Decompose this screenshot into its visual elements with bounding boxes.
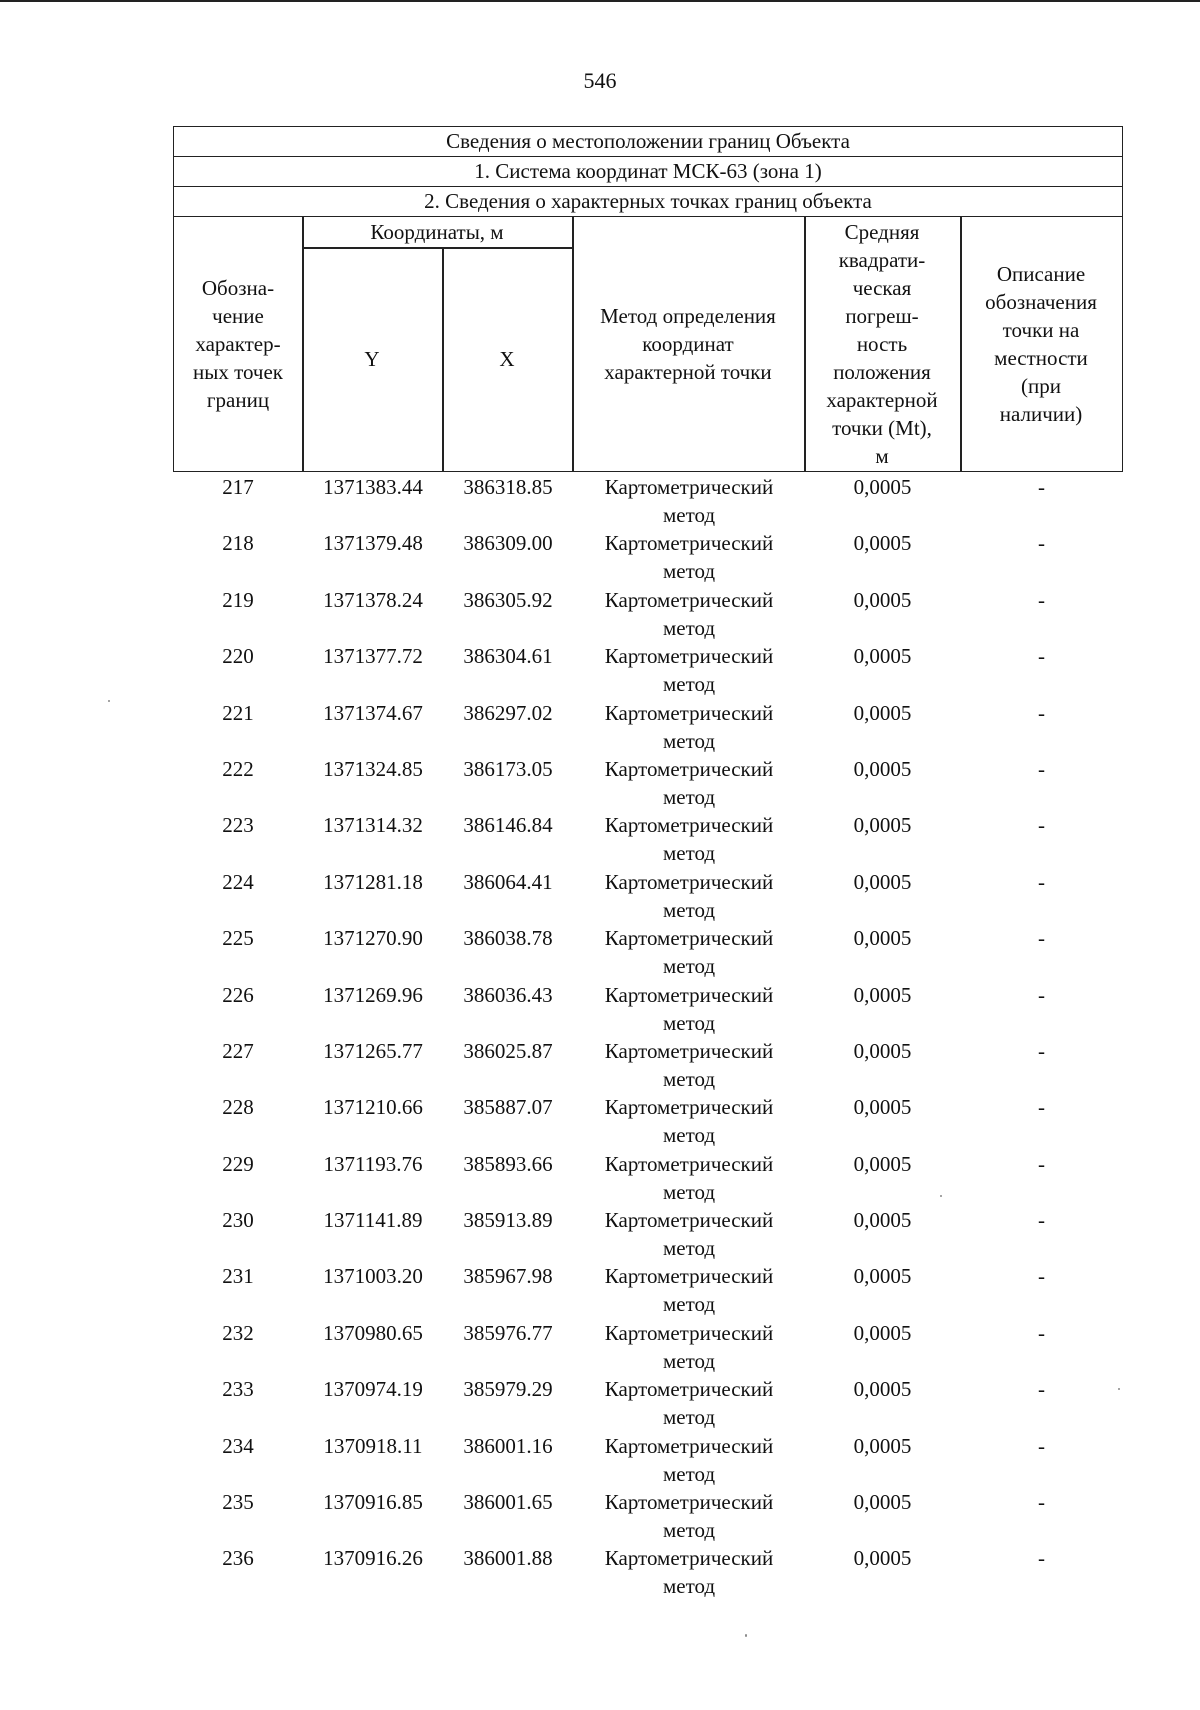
coordinate-x-cell: 386318.85 bbox=[463, 475, 553, 499]
error-mt-cell: 0,0005 bbox=[853, 1320, 912, 1345]
coordinate-y-cell: 1371003.20 bbox=[323, 1264, 423, 1289]
error-mt-cell: 0,0005 bbox=[853, 1208, 912, 1233]
coordinate-y-cell: 1371281.18 bbox=[323, 869, 423, 894]
method-cell bbox=[573, 586, 805, 642]
coordinate-x-cell: 386064.41 bbox=[463, 869, 553, 894]
point-id-cell: 227 bbox=[222, 1038, 254, 1063]
method-line-1: Картометрический bbox=[604, 756, 774, 781]
point-id-cell: 234 bbox=[222, 1433, 254, 1458]
method-line-2: метод bbox=[662, 1292, 716, 1317]
method-line-1: Картометрический bbox=[604, 1208, 774, 1233]
point-id-cell: 223 bbox=[222, 813, 254, 838]
method-cell bbox=[573, 924, 805, 980]
error-mt-cell: 0,0005 bbox=[853, 1433, 912, 1458]
method-cell bbox=[573, 1037, 805, 1093]
method-line-1: Картометрический bbox=[604, 644, 774, 669]
table-row bbox=[173, 755, 1123, 811]
error-mt-cell: 0,0005 bbox=[853, 926, 912, 951]
method-cell bbox=[573, 1093, 805, 1149]
col-header-designation: Обозна- чение характер- ных точек границ bbox=[192, 276, 284, 412]
method-line-1: Картометрический bbox=[604, 531, 774, 556]
method-cell bbox=[573, 1432, 805, 1488]
table-row bbox=[173, 1544, 1123, 1600]
table-row bbox=[173, 1319, 1123, 1375]
method-cell bbox=[573, 1544, 805, 1600]
coordinate-x-cell: 385913.89 bbox=[463, 1208, 553, 1233]
points-table bbox=[173, 473, 1123, 1601]
table-row bbox=[173, 1488, 1123, 1544]
scan-speck bbox=[1118, 1388, 1120, 1390]
scan-speck bbox=[940, 1195, 942, 1197]
description-cell: - bbox=[1038, 1546, 1045, 1571]
table-row bbox=[173, 586, 1123, 642]
description-cell: - bbox=[1038, 813, 1045, 838]
coordinate-y-cell: 1371269.96 bbox=[323, 982, 423, 1007]
method-cell bbox=[573, 1375, 805, 1431]
table-row bbox=[173, 1037, 1123, 1093]
coordinate-y-cell: 1370918.11 bbox=[323, 1433, 423, 1458]
point-id-cell: 222 bbox=[222, 756, 254, 781]
point-id-cell: 218 bbox=[222, 531, 254, 556]
method-line-2: метод bbox=[662, 559, 716, 584]
method-line-1: Картометрический bbox=[604, 1095, 774, 1120]
coordinate-y-cell: 1371265.77 bbox=[323, 1038, 423, 1063]
table-row bbox=[173, 924, 1123, 980]
table-row bbox=[173, 1206, 1123, 1262]
method-line-2: метод bbox=[662, 897, 716, 922]
table-row bbox=[173, 1093, 1123, 1149]
method-line-1: Картометрический bbox=[604, 1490, 774, 1515]
coordinate-y-cell: 1371324.85 bbox=[323, 756, 423, 781]
method-cell bbox=[573, 1206, 805, 1262]
coordinate-y-cell: 1370916.85 bbox=[323, 1490, 423, 1515]
method-line-1: Картометрический bbox=[604, 1264, 774, 1289]
points-table-body bbox=[173, 473, 1123, 1601]
coordinate-x-cell: 386304.61 bbox=[463, 644, 553, 669]
method-cell bbox=[573, 755, 805, 811]
error-mt-cell: 0,0005 bbox=[853, 869, 912, 894]
method-cell bbox=[573, 868, 805, 924]
point-id-cell: 219 bbox=[222, 587, 254, 612]
description-cell: - bbox=[1038, 1490, 1045, 1515]
method-line-2: метод bbox=[662, 503, 716, 527]
error-mt-cell: 0,0005 bbox=[853, 475, 912, 499]
error-mt-cell: 0,0005 bbox=[853, 644, 912, 669]
method-line-1: Картометрический bbox=[604, 926, 774, 951]
coordinate-x-cell: 386001.88 bbox=[463, 1546, 553, 1571]
error-mt-cell: 0,0005 bbox=[853, 1038, 912, 1063]
point-id-cell: 229 bbox=[222, 1151, 254, 1176]
error-mt-cell: 0,0005 bbox=[853, 1377, 912, 1402]
col-header-error: Средняя квадрати- ческая погреш- ность положения характерной точки (Mt), м bbox=[826, 220, 938, 468]
point-id-cell: 231 bbox=[222, 1264, 254, 1289]
coordinate-x-cell: 385887.07 bbox=[463, 1095, 553, 1120]
method-line-2: метод bbox=[662, 1405, 716, 1430]
coordinate-y-cell: 1370980.65 bbox=[323, 1320, 423, 1345]
method-line-2: метод bbox=[662, 1574, 716, 1599]
coordinate-y-cell: 1371379.48 bbox=[323, 531, 423, 556]
coordinate-x-cell: 386025.87 bbox=[463, 1038, 553, 1063]
coordinate-y-cell: 1371314.32 bbox=[323, 813, 423, 838]
method-line-2: метод bbox=[662, 841, 716, 866]
point-id-cell: 228 bbox=[222, 1095, 254, 1120]
header-coordinate-system: 1. Система координат МСК-63 (зона 1) bbox=[174, 157, 1122, 187]
method-line-2: метод bbox=[662, 672, 716, 697]
coordinate-y-cell: 1371374.67 bbox=[323, 700, 423, 725]
col-header-coordinates: Координаты, м bbox=[370, 220, 504, 244]
coordinate-y-cell: 1371377.72 bbox=[323, 644, 423, 669]
table-row bbox=[173, 473, 1123, 529]
coordinate-x-cell: 386173.05 bbox=[463, 756, 553, 781]
method-line-2: метод bbox=[662, 784, 716, 809]
point-id-cell: 226 bbox=[222, 982, 254, 1007]
error-mt-cell: 0,0005 bbox=[853, 1490, 912, 1515]
coordinate-y-cell: 1371193.76 bbox=[323, 1151, 423, 1176]
error-mt-cell: 0,0005 bbox=[853, 1264, 912, 1289]
coordinate-x-cell: 386305.92 bbox=[463, 587, 553, 612]
point-id-cell: 232 bbox=[222, 1320, 254, 1345]
table-row bbox=[173, 1150, 1123, 1206]
method-line-2: метод bbox=[662, 615, 716, 640]
col-header-method: Метод определения координат характерной точки bbox=[600, 304, 776, 384]
coordinate-x-cell: 386001.16 bbox=[463, 1433, 553, 1458]
table-row bbox=[173, 1262, 1123, 1318]
coordinate-x-cell: 386038.78 bbox=[463, 926, 553, 951]
header-title: Сведения о местоположении границ Объекта bbox=[174, 127, 1122, 157]
table-row bbox=[173, 699, 1123, 755]
method-line-1: Картометрический bbox=[604, 1320, 774, 1345]
col-header-description: Описание обозначения точки на местности (при наличии) bbox=[985, 262, 1097, 426]
error-mt-cell: 0,0005 bbox=[853, 531, 912, 556]
coordinate-y-cell: 1370916.26 bbox=[323, 1546, 423, 1571]
method-line-1: Картометрический bbox=[604, 1433, 774, 1458]
page-number: 546 bbox=[583, 68, 617, 93]
description-cell: - bbox=[1038, 531, 1045, 556]
col-header-y: Y bbox=[364, 347, 380, 371]
method-line-1: Картометрический bbox=[604, 813, 774, 838]
description-cell: - bbox=[1038, 475, 1045, 499]
scan-speck bbox=[108, 700, 110, 702]
coordinate-x-cell: 386146.84 bbox=[463, 813, 553, 838]
description-cell: - bbox=[1038, 982, 1045, 1007]
method-line-2: метод bbox=[662, 1066, 716, 1091]
coordinate-x-cell: 385979.29 bbox=[463, 1377, 553, 1402]
method-line-2: метод bbox=[662, 954, 716, 979]
method-line-1: Картометрический bbox=[604, 1038, 774, 1063]
description-cell: - bbox=[1038, 1377, 1045, 1402]
method-line-2: метод bbox=[662, 1461, 716, 1486]
method-line-1: Картометрический bbox=[604, 1546, 774, 1571]
method-line-1: Картометрический bbox=[604, 475, 774, 499]
table-row bbox=[173, 1432, 1123, 1488]
description-cell: - bbox=[1038, 587, 1045, 612]
header-section: 2. Сведения о характерных точках границ объекта bbox=[174, 187, 1122, 217]
description-cell: - bbox=[1038, 1095, 1045, 1120]
point-id-cell: 217 bbox=[222, 475, 254, 499]
method-cell bbox=[573, 642, 805, 698]
method-line-2: метод bbox=[662, 1518, 716, 1543]
coordinate-y-cell: 1371141.89 bbox=[323, 1208, 423, 1233]
method-cell bbox=[573, 473, 805, 529]
method-cell bbox=[573, 1319, 805, 1375]
coordinate-x-cell: 385976.77 bbox=[463, 1320, 553, 1345]
description-cell: - bbox=[1038, 1320, 1045, 1345]
description-cell: - bbox=[1038, 1208, 1045, 1233]
method-line-1: Картометрический bbox=[604, 1377, 774, 1402]
description-cell: - bbox=[1038, 1038, 1045, 1063]
point-id-cell: 236 bbox=[222, 1546, 254, 1571]
description-cell: - bbox=[1038, 869, 1045, 894]
error-mt-cell: 0,0005 bbox=[853, 700, 912, 725]
method-cell bbox=[573, 529, 805, 585]
coordinate-y-cell: 1370974.19 bbox=[323, 1377, 423, 1402]
coordinate-y-cell: 1371378.24 bbox=[323, 587, 423, 612]
coordinate-y-cell: 1371383.44 bbox=[323, 475, 423, 499]
error-mt-cell: 0,0005 bbox=[853, 1095, 912, 1120]
description-cell: - bbox=[1038, 926, 1045, 951]
error-mt-cell: 0,0005 bbox=[853, 1151, 912, 1176]
method-line-2: метод bbox=[662, 1348, 716, 1373]
method-cell bbox=[573, 1262, 805, 1318]
description-cell: - bbox=[1038, 1433, 1045, 1458]
method-line-1: Картометрический bbox=[604, 982, 774, 1007]
coordinate-x-cell: 386309.00 bbox=[463, 531, 553, 556]
method-line-2: метод bbox=[662, 728, 716, 753]
point-id-cell: 220 bbox=[222, 644, 254, 669]
method-line-1: Картометрический bbox=[604, 869, 774, 894]
coordinate-x-cell: 386001.65 bbox=[463, 1490, 553, 1515]
error-mt-cell: 0,0005 bbox=[853, 982, 912, 1007]
table-row bbox=[173, 868, 1123, 924]
description-cell: - bbox=[1038, 644, 1045, 669]
method-cell bbox=[573, 1488, 805, 1544]
method-cell bbox=[573, 981, 805, 1037]
error-mt-cell: 0,0005 bbox=[853, 813, 912, 838]
table-header bbox=[173, 126, 1123, 472]
description-cell: - bbox=[1038, 756, 1045, 781]
method-line-2: метод bbox=[662, 1236, 716, 1261]
method-line-1: Картометрический bbox=[604, 700, 774, 725]
page-top-edge bbox=[0, 0, 1200, 2]
table-row bbox=[173, 529, 1123, 585]
point-id-cell: 230 bbox=[222, 1208, 254, 1233]
table-row bbox=[173, 981, 1123, 1037]
method-line-2: метод bbox=[662, 1123, 716, 1148]
method-line-2: метод bbox=[662, 1010, 716, 1035]
point-id-cell: 225 bbox=[222, 926, 254, 951]
description-cell: - bbox=[1038, 1151, 1045, 1176]
error-mt-cell: 0,0005 bbox=[853, 1546, 912, 1571]
table-row bbox=[173, 642, 1123, 698]
coordinate-y-cell: 1371270.90 bbox=[323, 926, 423, 951]
coordinate-x-cell: 385893.66 bbox=[463, 1151, 553, 1176]
scan-speck bbox=[745, 1634, 747, 1637]
method-cell bbox=[573, 1150, 805, 1206]
table-row bbox=[173, 1375, 1123, 1431]
error-mt-cell: 0,0005 bbox=[853, 587, 912, 612]
description-cell: - bbox=[1038, 700, 1045, 725]
point-id-cell: 233 bbox=[222, 1377, 254, 1402]
coordinate-x-cell: 386036.43 bbox=[463, 982, 553, 1007]
method-cell bbox=[573, 811, 805, 867]
method-line-1: Картометрический bbox=[604, 1151, 774, 1176]
coordinate-x-cell: 385967.98 bbox=[463, 1264, 553, 1289]
point-id-cell: 221 bbox=[222, 700, 254, 725]
coordinate-y-cell: 1371210.66 bbox=[323, 1095, 423, 1120]
method-cell bbox=[573, 699, 805, 755]
method-line-1: Картометрический bbox=[604, 587, 774, 612]
point-id-cell: 235 bbox=[222, 1490, 254, 1515]
table-row bbox=[173, 811, 1123, 867]
col-header-x: X bbox=[499, 347, 515, 371]
error-mt-cell: 0,0005 bbox=[853, 756, 912, 781]
description-cell: - bbox=[1038, 1264, 1045, 1289]
coordinate-x-cell: 386297.02 bbox=[463, 700, 553, 725]
point-id-cell: 224 bbox=[222, 869, 254, 894]
method-line-2: метод bbox=[662, 1179, 716, 1204]
